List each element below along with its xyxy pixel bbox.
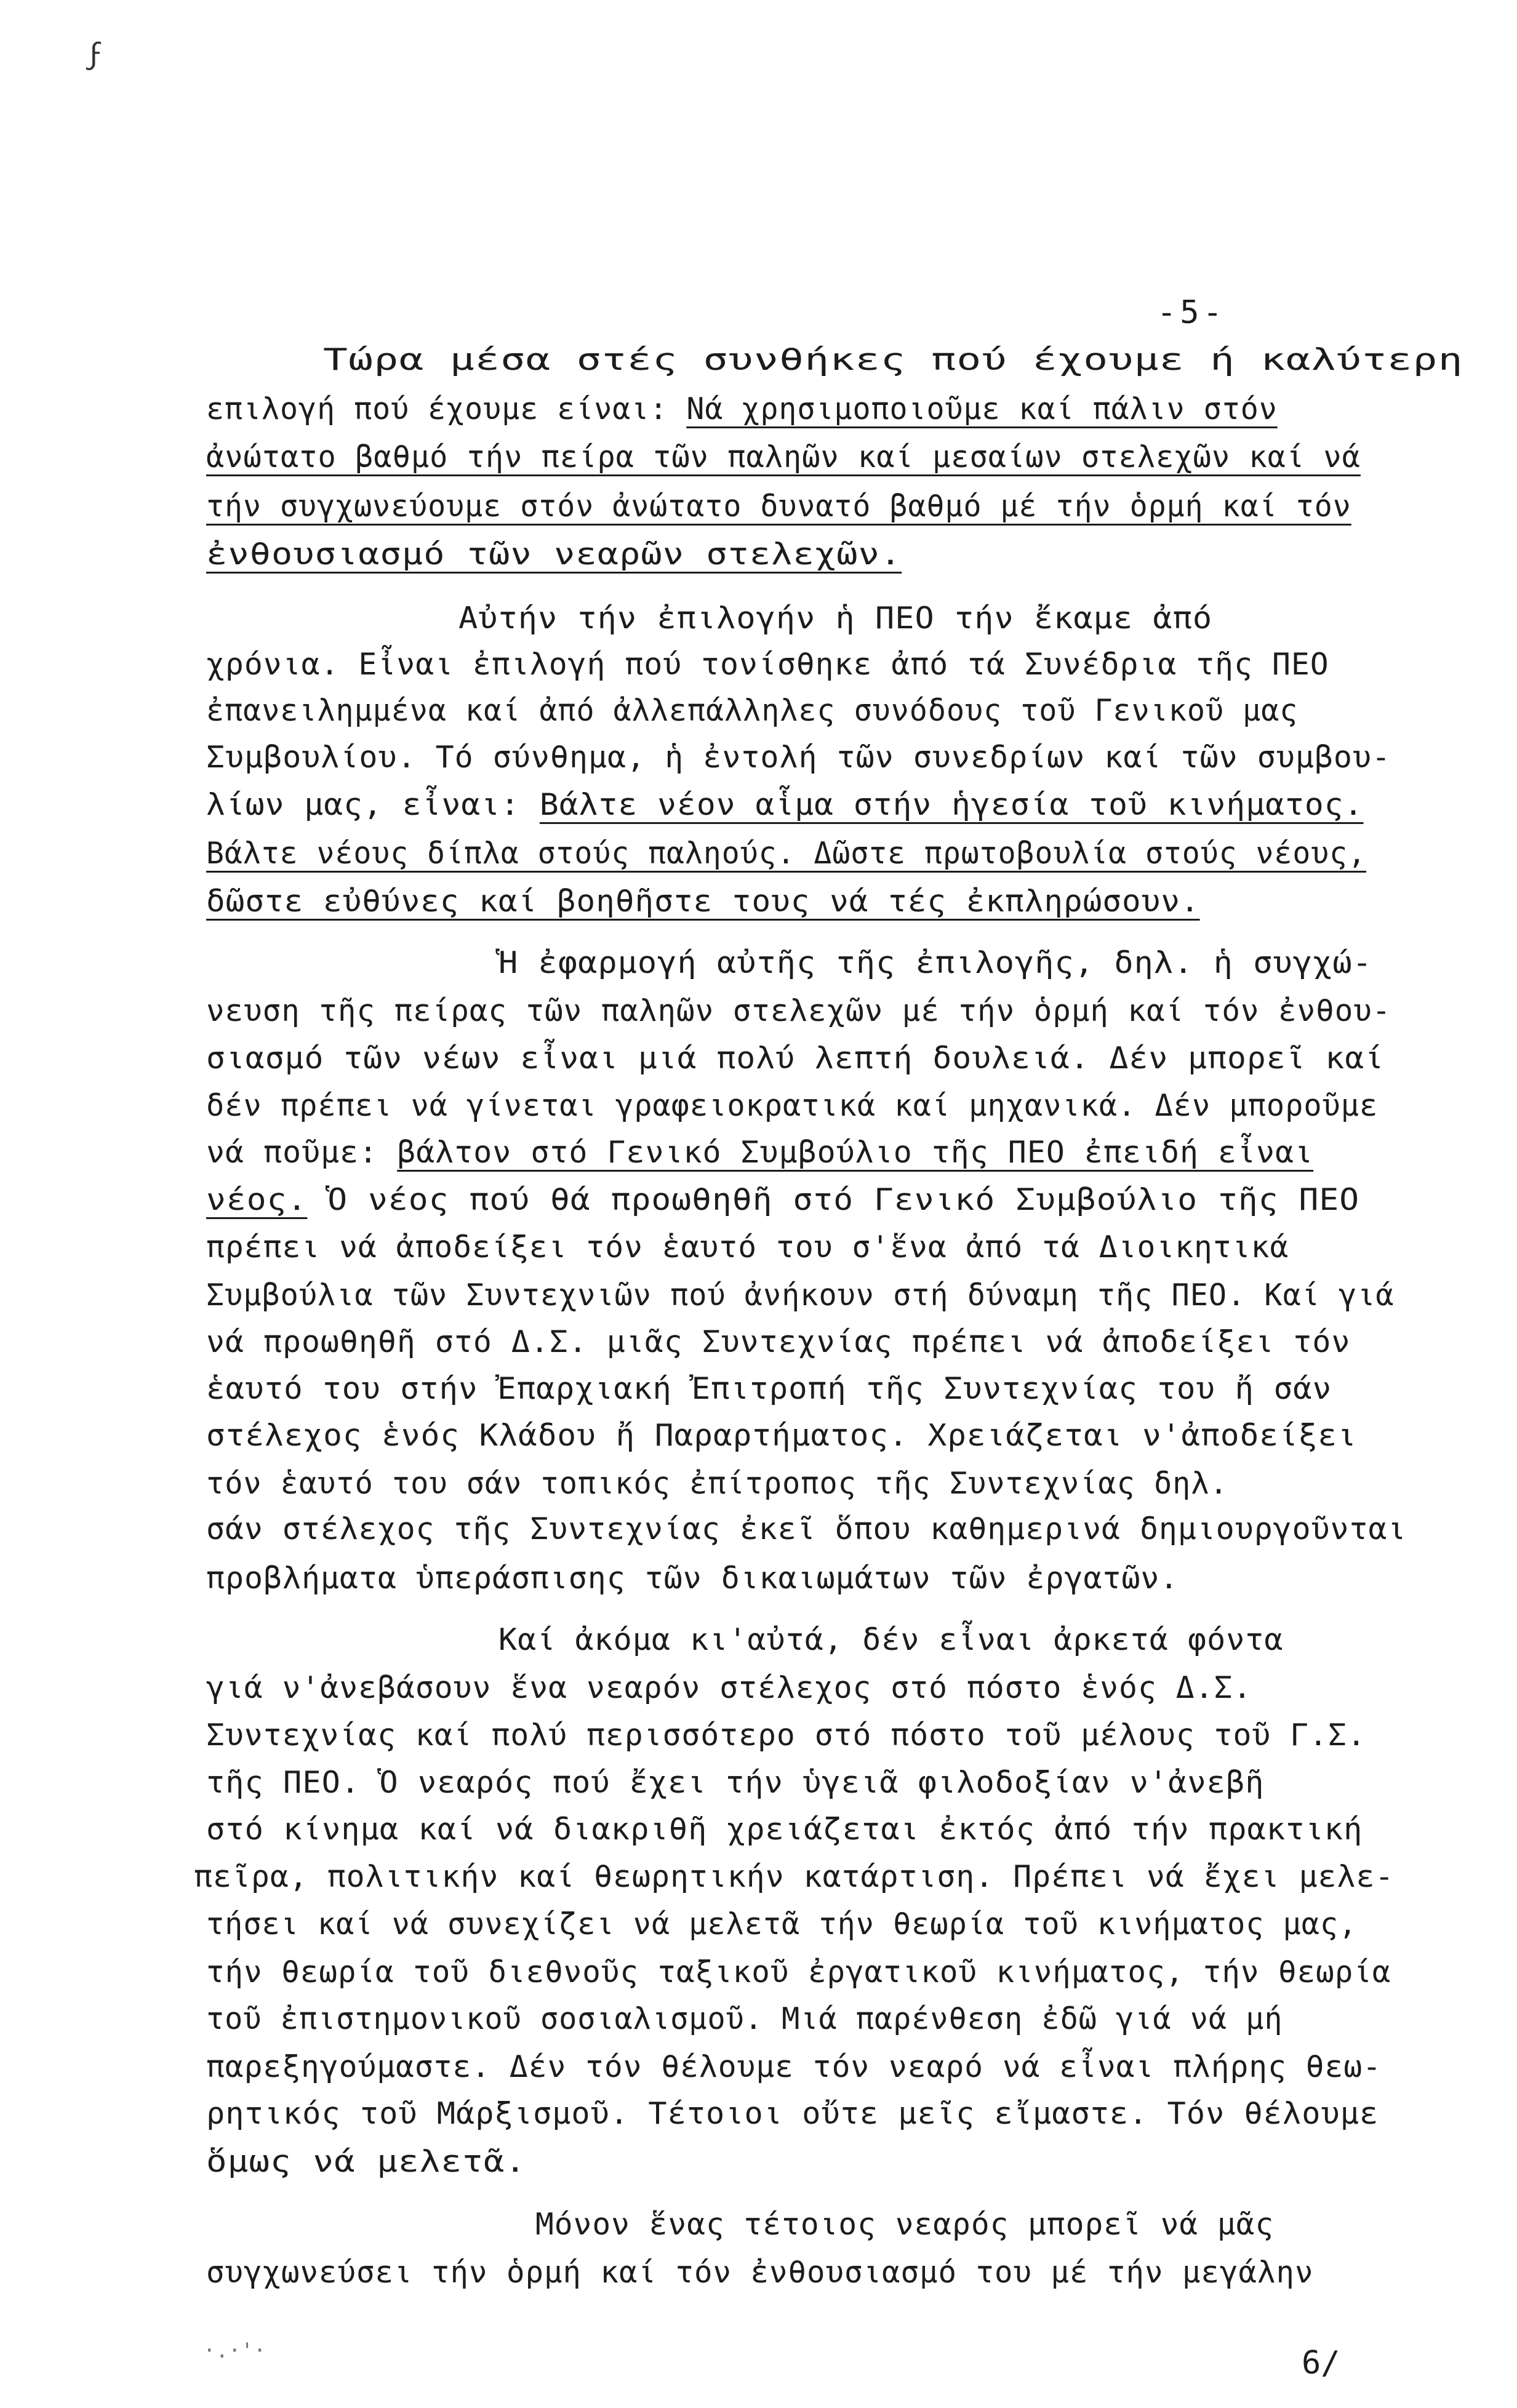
text-line <box>206 1371 1332 1406</box>
text-run: Καί ἀκόμα κι'αὐτά, δέν εἶναι ἀρκετά φόντα <box>498 1622 1284 1657</box>
margin-smudge: ·.·'· <box>203 2338 266 2363</box>
text-run: Τώρα μέσα στές συνθήκες πού έχουμε ή καλύτερη <box>323 342 1463 377</box>
text-line <box>206 1135 1314 1170</box>
text-line <box>206 1182 1360 1217</box>
text-run: νά προωθηθῆ στό Δ.Σ. μιᾶς Συντεχνίας πρέπει νά ἀποδείξει τόν <box>206 1324 1351 1359</box>
text-line <box>323 342 1463 377</box>
text-line <box>206 2146 526 2177</box>
text-line <box>206 1324 1351 1359</box>
text-run: γιά ν'ἀνεβάσουν ἕνα νεαρόν στέλεχος στό πόστο ἑνός Δ.Σ. <box>206 1670 1252 1705</box>
text-run: τόν ἑαυτό του σάν τοπικός ἐπίτροπος τῆς Συντεχνίας δηλ. <box>206 1466 1228 1501</box>
text-run: πρέπει νά ἀποδείξει τόν ἑαυτό του σ'ἕνα ἀπό τά Διοικητικά <box>206 1230 1289 1265</box>
text-line <box>206 884 1200 919</box>
text-run: λίων μας, εἶναι: <box>206 787 540 822</box>
text-line <box>535 2207 1275 2242</box>
text-run: ὅμως νά μελετᾶ. <box>206 2144 527 2179</box>
text-line <box>206 836 1367 871</box>
text-run: ρητικός τοῦ Μάρξισμοῦ. Τέτοιοι οὔτε μεῖς εἴμαστε. Τόν θέλουμε <box>206 2096 1379 2131</box>
text-line <box>206 2049 1382 2084</box>
text-run: στό κίνημα καί νά διακριθῆ χρειάζεται ἐκτός ἀπό τήν πρακτική <box>206 1812 1363 1847</box>
text-run: ἀνώτατο βαθμό τήν πείρα τῶν παληῶν καί μεσαίων στελεχῶν καί νά <box>206 439 1361 474</box>
underlined-run: Βάλτε νέον αἷμα στήν ἡγεσία τοῦ κινήματος. <box>539 787 1364 822</box>
text-run: Αὐτήν τήν ἐπιλογήν ἡ ΠΕΟ τήν ἔκαμε ἀπό <box>458 601 1213 636</box>
text-line <box>206 1767 1264 1798</box>
text-line <box>206 1511 1407 1546</box>
page-number: -5- <box>1157 294 1226 331</box>
text-line <box>194 1859 1395 1894</box>
text-line <box>206 1041 1385 1076</box>
text-line <box>206 391 1278 426</box>
underlined-run: Νά χρησιμοποιοῦμε καί πάλιν στόν <box>686 391 1278 426</box>
text-line <box>498 945 1372 980</box>
text-run: σάν στέλεχος τῆς Συντεχνίας ἐκεῖ ὅπου καθημερινά δημιουργοῦνται <box>206 1511 1407 1546</box>
underlined-run: νέος. <box>206 1182 308 1217</box>
text-run: παρεξηγούμαστε. Δέν τόν θέλουμε τόν νεαρό νά εἶναι πλήρης θεω- <box>206 2049 1382 2084</box>
text-line <box>206 1418 1357 1453</box>
text-run: τήσει καί νά συνεχίζει νά μελετᾶ τήν θεωρία τοῦ κινήματος μας, <box>206 1906 1358 1942</box>
text-line <box>206 1812 1363 1847</box>
text-line <box>206 1230 1289 1265</box>
text-line <box>206 1954 1391 1990</box>
text-run: τῆς ΠΕΟ. Ὁ νεαρός πού ἔχει τήν ὑγειᾶ φιλοδοξίαν ν'ἀνεβῆ <box>206 1765 1265 1800</box>
text-run: επιλογή πού έχουμε είναι: <box>206 391 687 426</box>
text-run: Βάλτε νέους δίπλα στούς παληούς. Δῶστε πρωτοβουλία στούς νέους, <box>206 836 1367 871</box>
text-run: δέν πρέπει νά γίνεται γραφειοκρατικά καί μηχανικά. Δέν μποροῦμε <box>206 1088 1379 1123</box>
text-run: ἐπανειλημμένα καί ἀπό ἀλλεπάλληλες συνόδους τοῦ Γενικοῦ μας <box>206 693 1299 728</box>
text-run: Μόνον ἕνας τέτοιος νεαρός μπορεῖ νά μᾶς <box>535 2207 1275 2242</box>
text-line <box>206 993 1391 1028</box>
text-line <box>206 1278 1395 1313</box>
text-line <box>206 1718 1366 1753</box>
text-line <box>206 1670 1252 1705</box>
text-line <box>206 2098 1379 2129</box>
text-line <box>206 1466 1228 1501</box>
text-run: τήν συγχωνεύουμε στόν ἀνώτατο δυνατό βαθμό μέ τήν ὁρμή καί τόν <box>206 489 1351 524</box>
text-run: συγχωνεύσει τήν ὁρμή καί τόν ἐνθουσιασμό του μέ τήν μεγάλην <box>206 2255 1314 2290</box>
text-line <box>206 439 1361 474</box>
underlined-run: βάλτον στό Γενικό Συμβούλιο τῆς ΠΕΟ ἐπειδή εἶναι <box>397 1135 1314 1170</box>
text-run: νά ποῦμε: <box>206 1135 398 1170</box>
text-line <box>458 601 1213 636</box>
text-run: τήν θεωρία τοῦ διεθνοῦς ταξικοῦ ἐργατικοῦ κινήματος, τήν θεωρία <box>206 1954 1391 1990</box>
text-run: ἐνθουσιασμό τῶν νεαρῶν στελεχῶν. <box>206 537 902 572</box>
text-run: Συμβούλια τῶν Συντεχνιῶν πού ἀνήκουν στή δύναμη τῆς ΠΕΟ. Καί γιά <box>206 1278 1395 1313</box>
text-run: τοῦ ἐπιστημονικοῦ σοσιαλισμοῦ. Μιά παρένθεση ἐδῶ γιά νά μή <box>206 2001 1283 2036</box>
text-line <box>206 787 1364 822</box>
text-run: χρόνια. Εἶναι ἐπιλογή πού τονίσθηκε ἀπό τά Συνέδρια τῆς ΠΕΟ <box>206 647 1329 682</box>
text-run: ἑαυτό του στήν Ἐπαρχιακή Ἐπιτροπή τῆς Συντεχνίας του ἤ σάν <box>206 1371 1332 1406</box>
text-line <box>206 1561 1179 1596</box>
next-page-marker: 6/ <box>1302 2345 1340 2382</box>
text-line <box>206 647 1329 682</box>
text-line <box>206 489 1351 524</box>
text-line <box>206 2255 1314 2290</box>
text-run: Ἡ ἐφαρμογή αὐτῆς τῆς ἐπιλογῆς, δηλ. ἡ συγχώ- <box>498 945 1372 980</box>
text-run: δῶστε εὐθύνες καί βοηθῆστε τους νά τές ἐκπληρώσουν. <box>206 884 1200 919</box>
text-line <box>498 1622 1284 1657</box>
text-line <box>206 1906 1358 1942</box>
text-run: πεῖρα, πολιτικήν καί θεωρητικήν κατάρτιση. Πρέπει νά ἔχει μελε- <box>194 1859 1395 1894</box>
text-line <box>206 1090 1378 1121</box>
text-line <box>206 695 1298 726</box>
corner-mark: ϝ <box>86 37 104 71</box>
text-run: Συντεχνίας καί πολύ περισσότερο στό πόστο τοῦ μέλους τοῦ Γ.Σ. <box>206 1718 1366 1753</box>
text-line <box>206 740 1391 775</box>
text-run: προβλήματα ὑπεράσπισης τῶν δικαιωμάτων τῶν ἐργατῶν. <box>206 1561 1179 1596</box>
text-line <box>206 537 902 572</box>
text-run: στέλεχος ἑνός Κλάδου ἤ Παραρτήματος. Χρειάζεται ν'ἀποδείξει <box>206 1418 1357 1453</box>
text-run: σιασμό τῶν νέων εἶναι μιά πολύ λεπτή δουλειά. Δέν μπορεῖ καί <box>206 1041 1385 1076</box>
text-line <box>206 2001 1283 2036</box>
text-run: Συμβουλίου. Τό σύνθημα, ἡ ἐντολή τῶν συνεδρίων καί τῶν συμβου- <box>206 740 1391 775</box>
text-run: Ὁ νέος πού θά προωθηθῆ στό Γενικό Συμβούλιο τῆς ΠΕΟ <box>307 1182 1360 1217</box>
text-run: νευση τῆς πείρας τῶν παληῶν στελεχῶν μέ τήν ὁρμή καί τόν ἐνθου- <box>206 993 1391 1028</box>
